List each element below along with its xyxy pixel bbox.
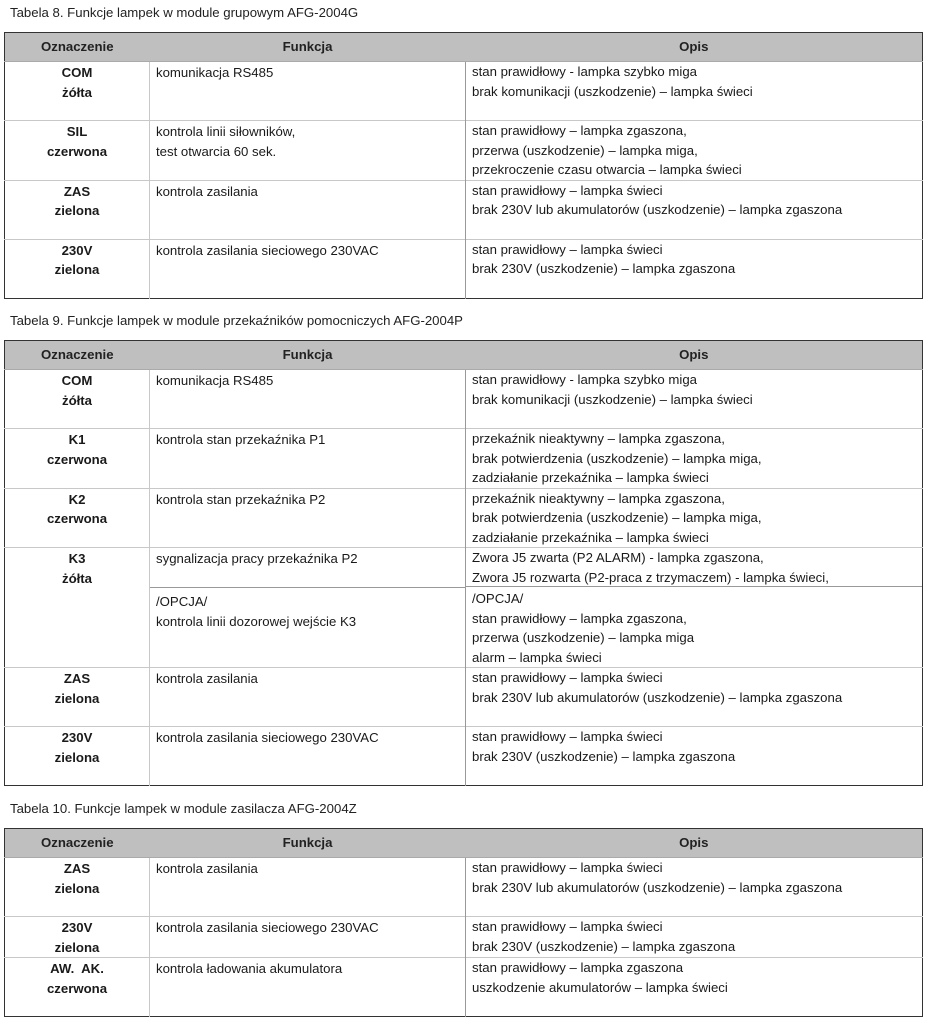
description-cell bbox=[466, 180, 923, 239]
lamp-code: K2 bbox=[68, 491, 86, 507]
description-cell bbox=[466, 121, 923, 181]
lamp-color: zielona bbox=[54, 203, 100, 218]
table-8 bbox=[4, 32, 923, 299]
table-row bbox=[5, 62, 923, 121]
description-cell bbox=[466, 239, 923, 298]
description-line: stan prawidłowy - lampka szybko miga bbox=[472, 64, 698, 79]
lamp-color: żółta bbox=[61, 84, 93, 100]
function-cell bbox=[150, 370, 466, 429]
function-cell bbox=[150, 429, 466, 489]
table-row bbox=[5, 917, 923, 958]
description-cell bbox=[466, 727, 923, 786]
description-line: zadziałanie przekaźnika – lampka świeci bbox=[472, 470, 709, 485]
lamp-color: zielona bbox=[54, 880, 100, 896]
description-line: stan prawidłowy – lampka zgaszona, bbox=[472, 610, 687, 626]
description-line: stan prawidłowy – lampka zgaszona bbox=[472, 960, 684, 975]
lamp-code: 230V bbox=[61, 730, 93, 745]
table-8-caption: Tabela 8. Funkcje lampek w module grupowym AFG-2004G bbox=[10, 5, 359, 20]
lamp-color: czerwona bbox=[46, 451, 108, 467]
lamp-code: 230V bbox=[61, 920, 93, 935]
description-line: brak 230V (uszkodzenie) – lampka zgaszona bbox=[472, 261, 736, 276]
description-line: brak 230V (uszkodzenie) – lampka zgaszona bbox=[472, 938, 736, 954]
description-line: uszkodzenie akumulatorów – lampka świeci bbox=[472, 979, 728, 995]
function-line: kontrola stan przekaźnika P1 bbox=[156, 432, 326, 447]
function-line: komunikacja RS485 bbox=[156, 373, 274, 388]
description-line: brak 230V lub akumulatorów (uszkodzenie) – lampka zgaszona bbox=[472, 879, 843, 895]
function-cell bbox=[150, 727, 466, 786]
table-10 bbox=[4, 828, 923, 1017]
lamp-code: ZAS bbox=[63, 183, 91, 199]
function-cell bbox=[150, 180, 466, 239]
function-cell bbox=[150, 858, 466, 917]
lamp-code: K1 bbox=[68, 432, 86, 447]
description-option bbox=[472, 587, 916, 667]
lamp-designation-cell bbox=[5, 548, 150, 668]
lamp-designation-cell bbox=[5, 370, 150, 429]
description-line: stan prawidłowy – lampka świeci bbox=[472, 729, 663, 744]
description-cell bbox=[466, 668, 923, 727]
lamp-color: zielona bbox=[54, 749, 100, 765]
table-row bbox=[5, 727, 923, 786]
lamp-designation-cell bbox=[5, 429, 150, 489]
header-funkcja: Funkcja bbox=[150, 829, 466, 858]
table-row bbox=[5, 488, 923, 548]
description-line: /OPCJA/ bbox=[472, 591, 524, 606]
description-cell bbox=[466, 958, 923, 1017]
description-primary bbox=[466, 548, 922, 587]
lamp-designation-cell bbox=[5, 858, 150, 917]
lamp-designation-cell bbox=[5, 917, 150, 958]
description-cell bbox=[466, 62, 923, 121]
function-line: kontrola zasilania sieciowego 230VAC bbox=[156, 920, 379, 935]
description-line: brak 230V lub akumulatorów (uszkodzenie) – lampka zgaszona bbox=[472, 202, 843, 217]
function-cell bbox=[150, 239, 466, 298]
function-cell bbox=[150, 917, 466, 958]
table-9-caption: Tabela 9. Funkcje lampek w module przekaźników pomocniczych AFG-2004P bbox=[10, 313, 463, 328]
description-cell bbox=[466, 858, 923, 917]
table-row bbox=[5, 548, 923, 668]
function-cell bbox=[150, 958, 466, 1017]
description-line: stan prawidłowy – lampka świeci bbox=[472, 860, 663, 875]
lamp-code: COM bbox=[61, 373, 93, 388]
header-opis: Opis bbox=[466, 33, 923, 62]
description-line: przerwa (uszkodzenie) – lampka miga bbox=[472, 630, 695, 645]
lamp-color: czerwona bbox=[46, 143, 108, 159]
description-cell bbox=[466, 917, 923, 958]
table-row bbox=[5, 239, 923, 298]
table-row bbox=[5, 668, 923, 727]
table-row bbox=[5, 429, 923, 489]
function-primary bbox=[150, 549, 465, 588]
header-funkcja: Funkcja bbox=[150, 33, 466, 62]
function-line: test otwarcia 60 sek. bbox=[156, 143, 277, 159]
function-line: /OPCJA/ bbox=[156, 594, 208, 609]
function-line: kontrola ładowania akumulatora bbox=[156, 961, 343, 976]
lamp-code: ZAS bbox=[63, 861, 91, 876]
lamp-color: zielona bbox=[54, 939, 100, 955]
header-oznaczenie: Oznaczenie bbox=[5, 33, 150, 62]
description-line: stan prawidłowy – lampka świeci bbox=[472, 670, 663, 685]
description-line: brak 230V lub akumulatorów (uszkodzenie) – lampka zgaszona bbox=[472, 689, 843, 705]
description-cell bbox=[466, 548, 923, 668]
lamp-code: COM bbox=[61, 65, 93, 80]
description-line: przekroczenie czasu otwarcia – lampka świeci bbox=[472, 162, 742, 177]
description-line: stan prawidłowy – lampka zgaszona, bbox=[472, 123, 687, 138]
lamp-designation-cell bbox=[5, 180, 150, 239]
table-row bbox=[5, 180, 923, 239]
lamp-color: czerwona bbox=[46, 980, 108, 996]
table-row bbox=[5, 121, 923, 181]
table-9 bbox=[4, 340, 923, 786]
function-line: kontrola zasilania bbox=[156, 861, 258, 876]
description-cell bbox=[466, 370, 923, 429]
function-line: kontrola linii siłowników, bbox=[156, 124, 296, 139]
lamp-designation-cell bbox=[5, 727, 150, 786]
header-oznaczenie: Oznaczenie bbox=[5, 829, 150, 858]
lamp-designation-cell bbox=[5, 121, 150, 181]
function-line: kontrola zasilania bbox=[156, 671, 258, 686]
description-line: stan prawidłowy – lampka świeci bbox=[472, 182, 663, 198]
function-cell bbox=[150, 548, 466, 668]
description-line: Zwora J5 zwarta (P2 ALARM) - lampka zgaszona, bbox=[472, 550, 764, 565]
description-line: alarm – lampka świeci bbox=[472, 649, 602, 665]
lamp-color: żółta bbox=[61, 570, 93, 586]
description-line: brak potwierdzenia (uszkodzenie) – lampka miga, bbox=[472, 450, 762, 466]
function-line: kontrola stan przekaźnika P2 bbox=[156, 491, 326, 507]
lamp-designation-cell bbox=[5, 958, 150, 1017]
function-cell bbox=[150, 62, 466, 121]
function-line: kontrola zasilania sieciowego 230VAC bbox=[156, 242, 379, 258]
description-line: brak potwierdzenia (uszkodzenie) – lampka miga, bbox=[472, 510, 762, 525]
description-line: brak komunikacji (uszkodzenie) – lampka świeci bbox=[472, 83, 753, 99]
lamp-designation-cell bbox=[5, 239, 150, 298]
function-line: kontrola zasilania bbox=[156, 183, 258, 199]
description-line: brak komunikacji (uszkodzenie) – lampka świeci bbox=[472, 391, 753, 407]
function-line: sygnalizacja pracy przekaźnika P2 bbox=[156, 551, 358, 566]
table-10-caption: Tabela 10. Funkcje lampek w module zasilacza AFG-2004Z bbox=[10, 801, 357, 816]
lamp-code: 230V bbox=[61, 242, 93, 258]
description-line: przekaźnik nieaktywny – lampka zgaszona, bbox=[472, 490, 725, 506]
description-line: przerwa (uszkodzenie) – lampka miga, bbox=[472, 142, 698, 158]
description-line: zadziałanie przekaźnika – lampka świeci bbox=[472, 529, 709, 545]
description-cell bbox=[466, 429, 923, 489]
lamp-designation-cell bbox=[5, 488, 150, 548]
lamp-color: czerwona bbox=[46, 511, 108, 526]
lamp-code: ZAS bbox=[63, 671, 91, 686]
lamp-designation-cell bbox=[5, 62, 150, 121]
header-opis: Opis bbox=[466, 341, 923, 370]
description-line: stan prawidłowy - lampka szybko miga bbox=[472, 372, 698, 387]
header-oznaczenie: Oznaczenie bbox=[5, 341, 150, 370]
function-cell bbox=[150, 488, 466, 548]
description-line: przekaźnik nieaktywny – lampka zgaszona, bbox=[472, 431, 725, 446]
function-line: kontrola zasilania sieciowego 230VAC bbox=[156, 730, 379, 745]
lamp-code: SIL bbox=[66, 124, 88, 139]
lamp-code: AW. AK. bbox=[50, 961, 104, 976]
table-row bbox=[5, 858, 923, 917]
lamp-color: zielona bbox=[54, 262, 100, 277]
table-row bbox=[5, 958, 923, 1017]
description-cell bbox=[466, 488, 923, 548]
function-cell bbox=[150, 668, 466, 727]
function-cell bbox=[150, 121, 466, 181]
lamp-color: zielona bbox=[54, 690, 100, 706]
header-funkcja: Funkcja bbox=[150, 341, 466, 370]
lamp-color: żółta bbox=[61, 392, 93, 408]
lamp-code: K3 bbox=[68, 551, 86, 566]
description-line: stan prawidłowy – lampka świeci bbox=[472, 241, 663, 257]
function-option bbox=[156, 588, 459, 631]
table-row bbox=[5, 370, 923, 429]
function-line: kontrola linii dozorowej wejście K3 bbox=[156, 613, 357, 629]
description-line: brak 230V (uszkodzenie) – lampka zgaszona bbox=[472, 748, 736, 764]
description-line: stan prawidłowy – lampka świeci bbox=[472, 919, 663, 934]
description-line: Zwora J5 rozwarta (P2-praca z trzymaczem) - lampka świeci, bbox=[472, 569, 829, 585]
lamp-designation-cell bbox=[5, 668, 150, 727]
header-opis: Opis bbox=[466, 829, 923, 858]
function-line: komunikacja RS485 bbox=[156, 65, 274, 80]
